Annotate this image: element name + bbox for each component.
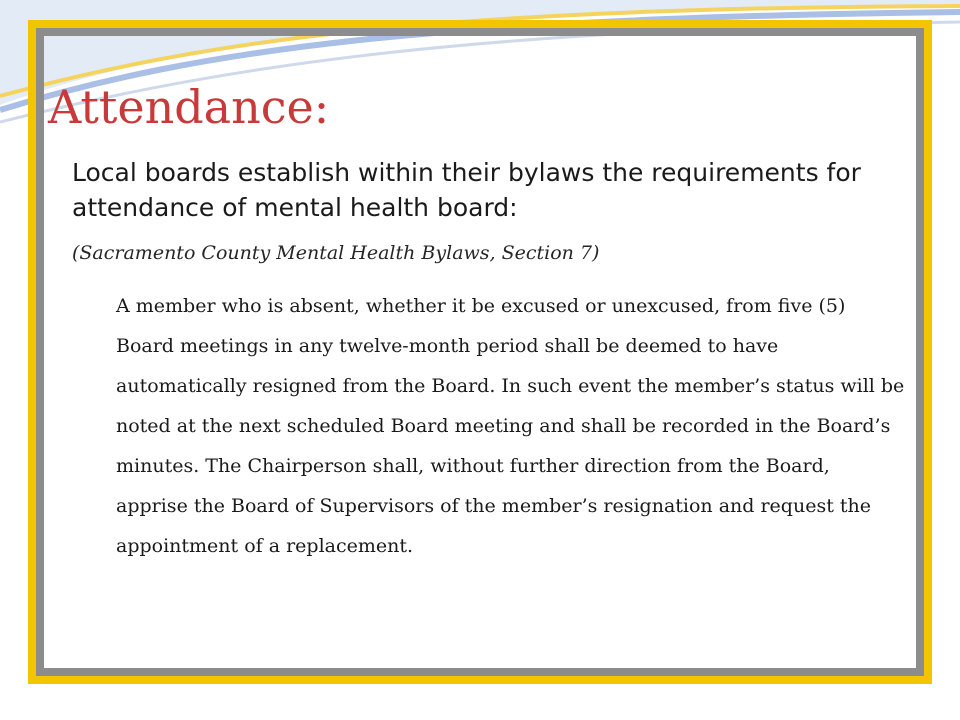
slide-title: Attendance: <box>48 80 330 134</box>
bylaws-citation: (Sacramento County Mental Health Bylaws, Section 7) <box>72 242 600 264</box>
bylaws-quote: A member who is absent, whether it be excused or unexcused, from five (5) Board meetings in any twelve-month period shall be deemed to have automatically resigned from the Board. In such event the member’s status will be noted at the next scheduled Board meeting and shall be recorded in the Board’s minutes. The Chairperson shall, without further direction from the Board, apprise the Board of Supervisors of the member’s resignation and request the appointment of a replacement. <box>116 295 905 557</box>
intro-text: Local boards establish within their bylaws the requirements for attendance of mental health board: <box>72 158 861 222</box>
